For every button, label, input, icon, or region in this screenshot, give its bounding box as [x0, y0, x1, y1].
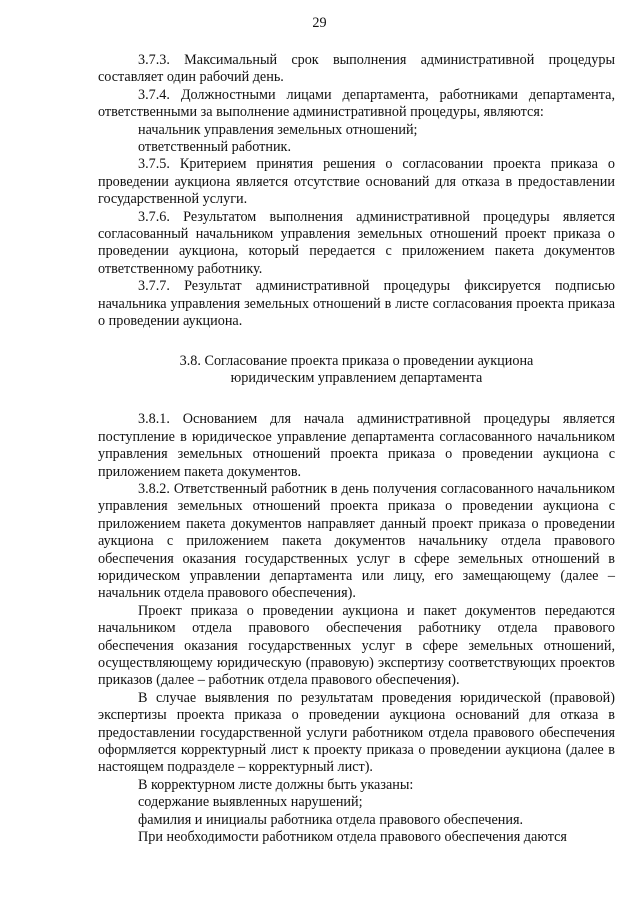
- list-item: начальник управления земельных отношений;: [138, 121, 418, 138]
- paragraph: В случае выявления по результатам проведения юридической (правовой) экспертизы проекта приказа о проведении аукциона оснований для отказа в предоставлении государственной услуги работником отдела правового обеспечения оформляется корректурный лист к проекту приказа о проведении аукциона (далее в настоящем подразделе – корректурный лист).: [98, 689, 615, 776]
- page-number: 29: [312, 15, 327, 31]
- section-heading-line: юридическим управлением департамента: [230, 369, 483, 386]
- paragraph: В корректурном листе должны быть указаны:: [138, 776, 414, 793]
- paragraph: Проект приказа о проведении аукциона и пакет документов передаются начальником отдела правового обеспечения работнику отдела правового обеспечения оказания государственных услуг в сфере земельных отношений, осуществляющему юридическую (правовую) экспертизу соответствующих проектов приказов (далее – работник отдела правового обеспечения).: [98, 602, 615, 689]
- paragraph-3-7-6: 3.7.6. Результатом выполнения административной процедуры является согласованный начальником управления земельных отношений проект приказа о проведении аукциона, который передается с приложением пакета документов ответственному работнику.: [98, 208, 615, 277]
- list-item: содержание выявленных нарушений;: [138, 794, 363, 811]
- section-heading-3-8: [98, 353, 615, 388]
- paragraph-3-7-7: 3.7.7. Результат административной процедуры фиксируется подписью начальника управления земельных отношений в листе согласования проекта приказа о проведении аукциона.: [98, 278, 615, 330]
- document-body: [98, 52, 615, 846]
- paragraph-3-7-3: 3.7.3. Максимальный срок выполнения административной процедуры составляет один рабочий день.: [98, 52, 615, 86]
- paragraph-3-7-5: 3.7.5. Критерием принятия решения о согласовании проекта приказа о проведении аукциона является отсутствие оснований для отказа в предоставлении государственной услуги.: [98, 156, 615, 208]
- paragraph-3-8-2: 3.8.2. Ответственный работник в день получения согласованного начальником управления земельных отношений проекта приказа о проведении аукциона с приложением пакета документов направляет данный проект приказа о проведении аукциона с приложением пакета документов начальнику отдела правового обеспечения оказания государственных услуг в сфере земельных отношений в юридическом управлении департамента или лицу, его замещающему (далее – начальник отдела правового обеспечения).: [98, 480, 615, 602]
- paragraph-3-8-1: 3.8.1. Основанием для начала административной процедуры является поступление в юридическое управление департамента согласованного начальником управления земельных отношений проекта приказа о проведении аукциона с приложением пакета документов.: [98, 411, 615, 480]
- section-heading-line: 3.8. Согласование проекта приказа о проведении аукциона: [179, 352, 534, 369]
- list-item: ответственный работник.: [138, 139, 292, 156]
- paragraph-3-7-4: 3.7.4. Должностными лицами департамента, работниками департамента, ответственными за выполнение административной процедуры, являются:: [98, 86, 615, 121]
- list-item: фамилия и инициалы работника отдела правового обеспечения.: [138, 811, 524, 828]
- paragraph: При необходимости работником отдела правового обеспечения даются: [138, 829, 567, 846]
